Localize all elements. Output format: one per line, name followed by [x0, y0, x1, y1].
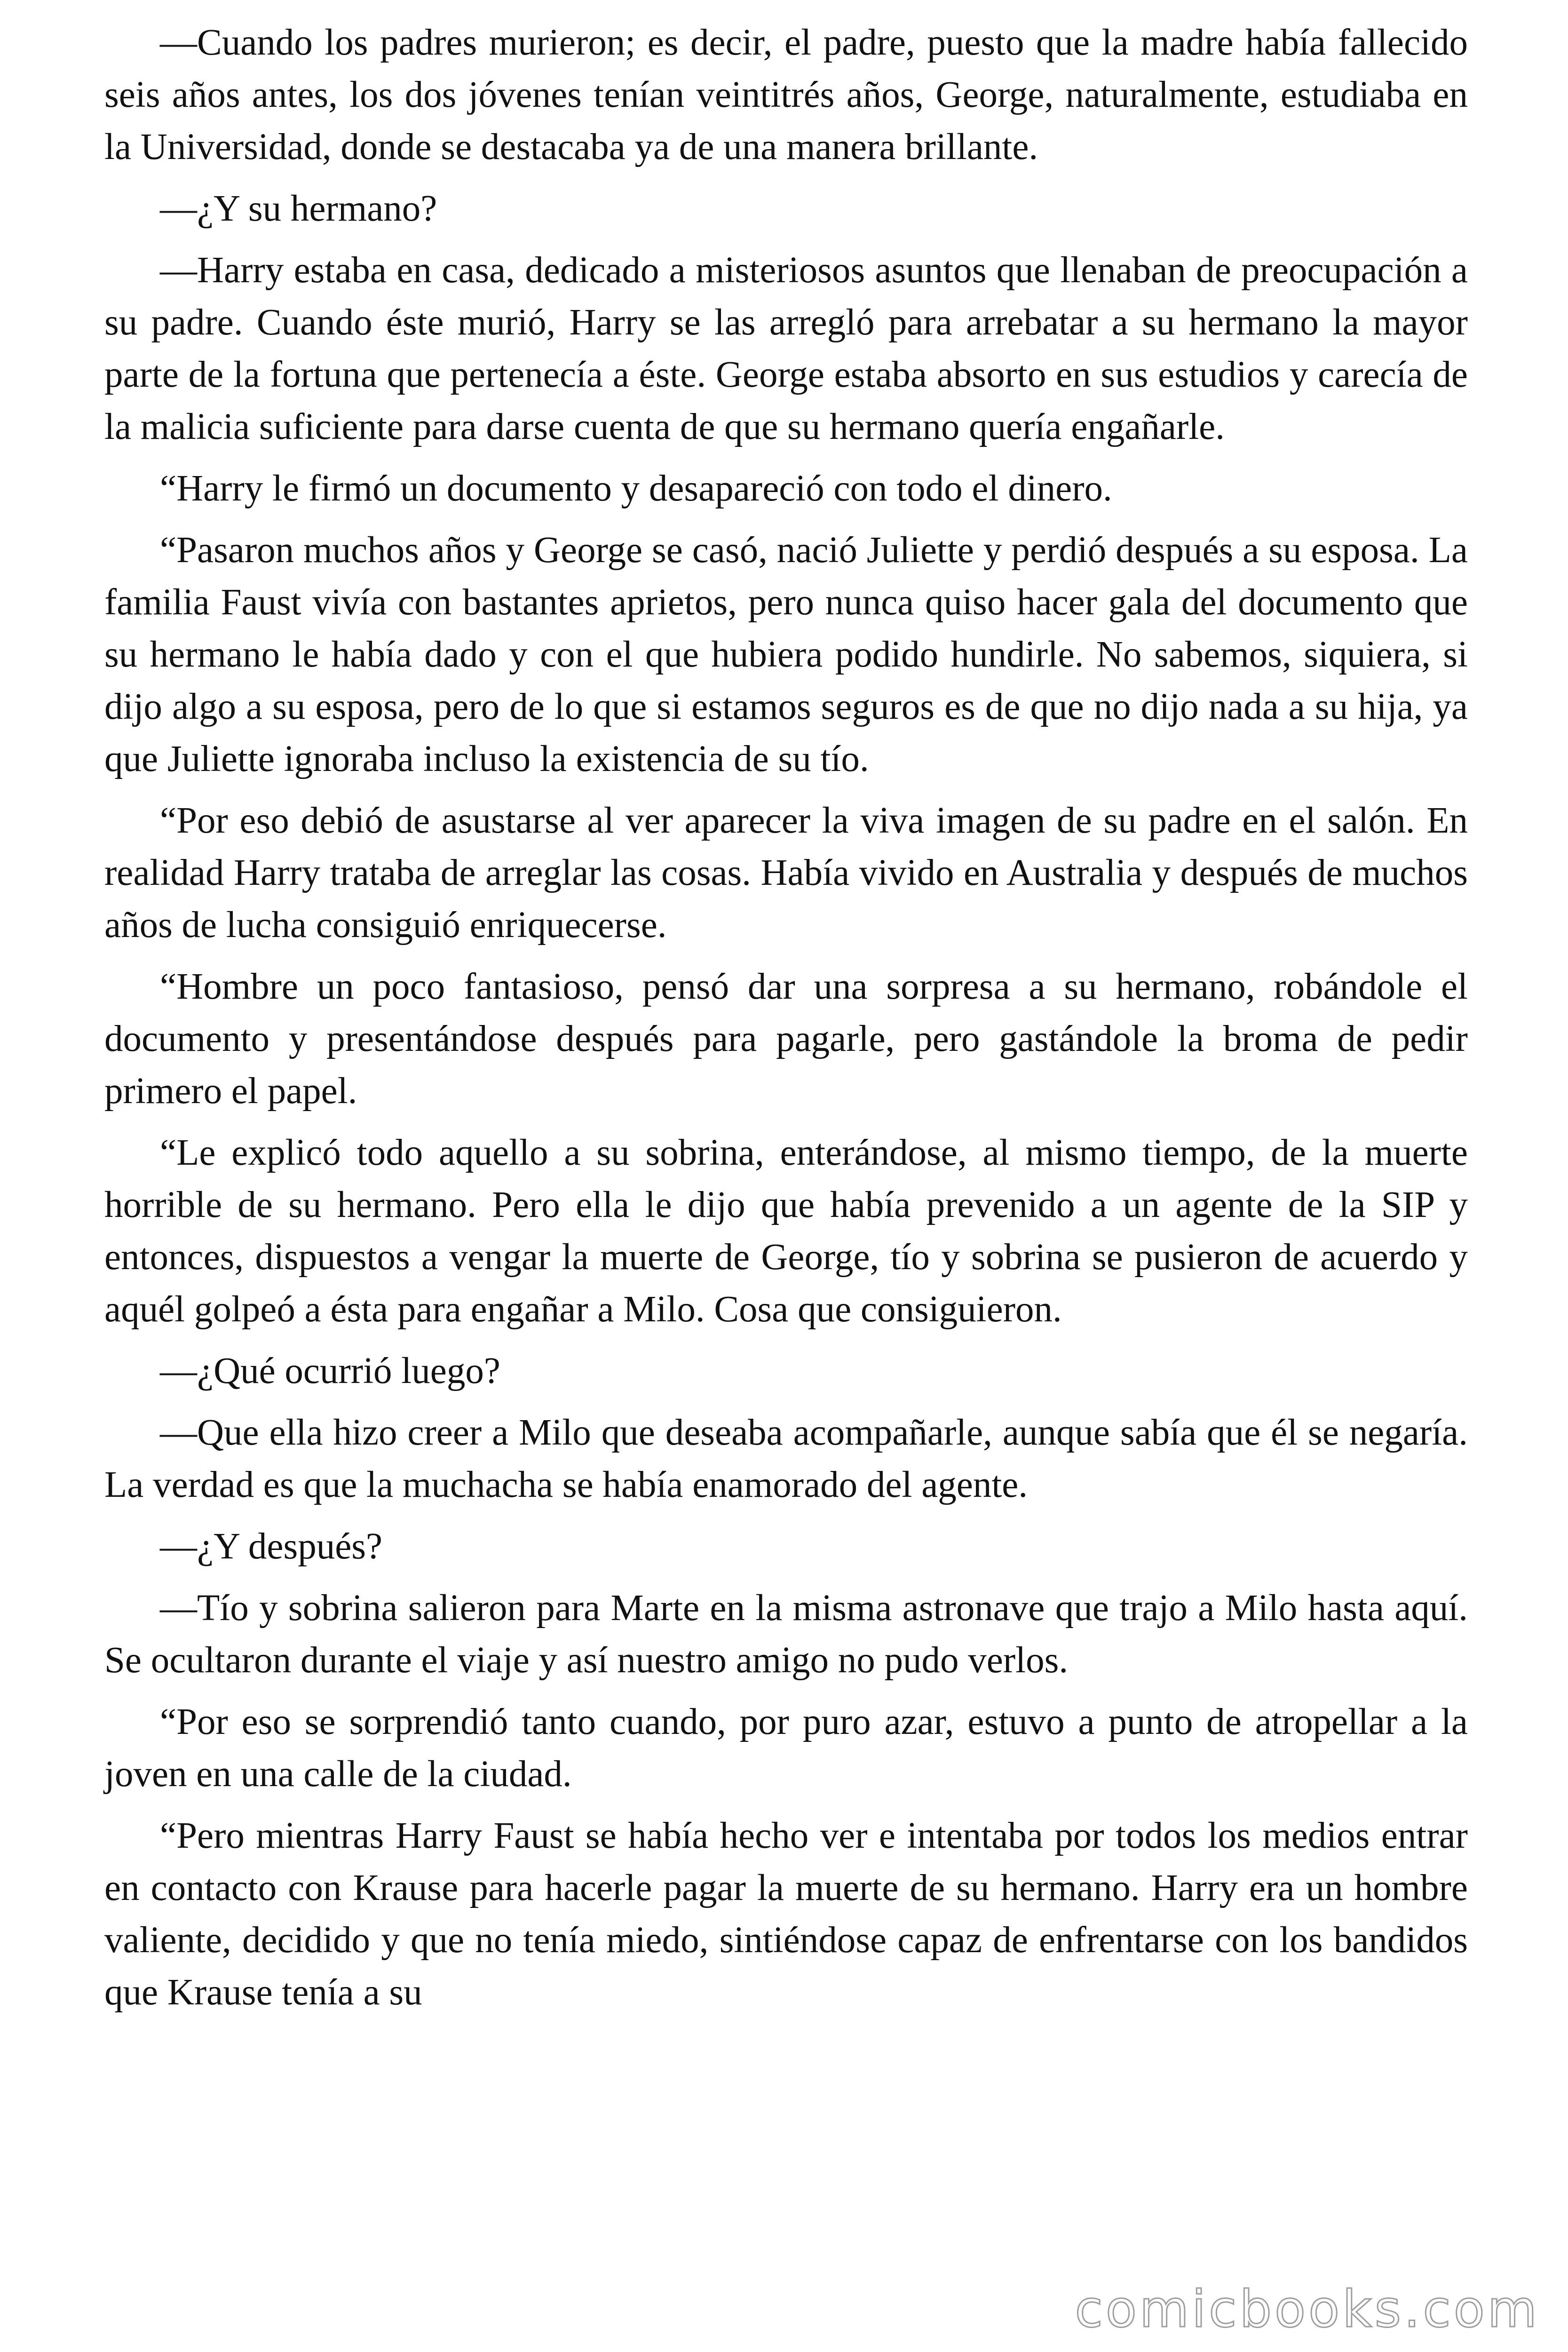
paragraph: “Por eso se sorprendió tanto cuando, por puro azar, estuvo a punto de atropellar a la joven en una calle de la ciudad.: [104, 1701, 1468, 1795]
paragraph: —Tío y sobrina salieron para Marte en la misma astronave que trajo a Milo hasta aquí. Se ocultaron durante el viaje y así nuestro amigo no pudo verlos.: [104, 1588, 1468, 1681]
paragraph: —¿Y su hermano?: [160, 188, 437, 229]
paragraph: —¿Qué ocurrió luego?: [160, 1351, 500, 1391]
watermark-logo: comicbooks.com: [1075, 2280, 1540, 2339]
paragraph: “Le explicó todo aquello a su sobrina, enterándose, al mismo tiempo, de la muerte horrible de su hermano. Pero ella le dijo que había prevenido a un agente de la SIP y entonces, dispuestos a vengar la muerte de George, tío y sobrina se pusieron de acuerdo y aquél golpeó a ésta para engañar a Milo. Cosa que consiguieron.: [104, 1132, 1468, 1330]
paragraph: “Por eso debió de asustarse al ver aparecer la viva imagen de su padre en el salón. En realidad Harry trataba de arreglar las cosas. Había vivido en Australia y después de muchos años de lucha consiguió enriquecerse.: [104, 800, 1468, 946]
paragraph: “Pasaron muchos años y George se casó, nació Juliette y perdió después a su esposa. La familia Faust vivía con bastantes aprietos, pero nunca quiso hacer gala del documento que su hermano le había dado y con el que hubiera podido hundirle. No sabemos, siquiera, si dijo algo a su esposa, pero de lo que si estamos seguros es de que no dijo nada a su hija, ya que Juliette ignoraba incluso la existencia de su tío.: [104, 530, 1468, 779]
paragraph: —Harry estaba en casa, dedicado a misteriosos asuntos que llenaban de preocupación a su padre. Cuando éste murió, Harry se las arregló para arrebatar a su hermano la mayor parte de la fortuna que pertenecía a éste. George estaba absorto en sus estudios y carecía de la malicia suficiente para darse cuenta de que su hermano quería engañarle.: [104, 250, 1468, 447]
paragraph: —Cuando los padres murieron; es decir, el padre, puesto que la madre había fallecido seis años antes, los dos jóvenes tenían veintitrés años, George, naturalmente, estudiaba en la Universidad, donde se destacaba ya de una manera brillante.: [104, 22, 1468, 167]
paragraph: —¿Y después?: [160, 1526, 383, 1567]
paragraph: “Harry le firmó un documento y desapareció con todo el dinero.: [160, 468, 1112, 509]
paragraph: —Que ella hizo creer a Milo que deseaba acompañarle, aunque sabía que él se negaría. La verdad es que la muchacha se había enamorado del agente.: [104, 1412, 1468, 1505]
paragraph: “Pero mientras Harry Faust se había hecho ver e intentaba por todos los medios entrar en contacto con Krause para hacerle pagar la muerte de su hermano. Harry era un hombre valiente, decidido y que no tenía miedo, sintiéndose capaz de enfrentarse con los bandidos que Krause tenía a su: [104, 1815, 1468, 2013]
paragraph: “Hombre un poco fantasioso, pensó dar una sorpresa a su hermano, robándole el documento y presentándose después para pagarle, pero gastándole la broma de pedir primero el papel.: [104, 966, 1468, 1112]
